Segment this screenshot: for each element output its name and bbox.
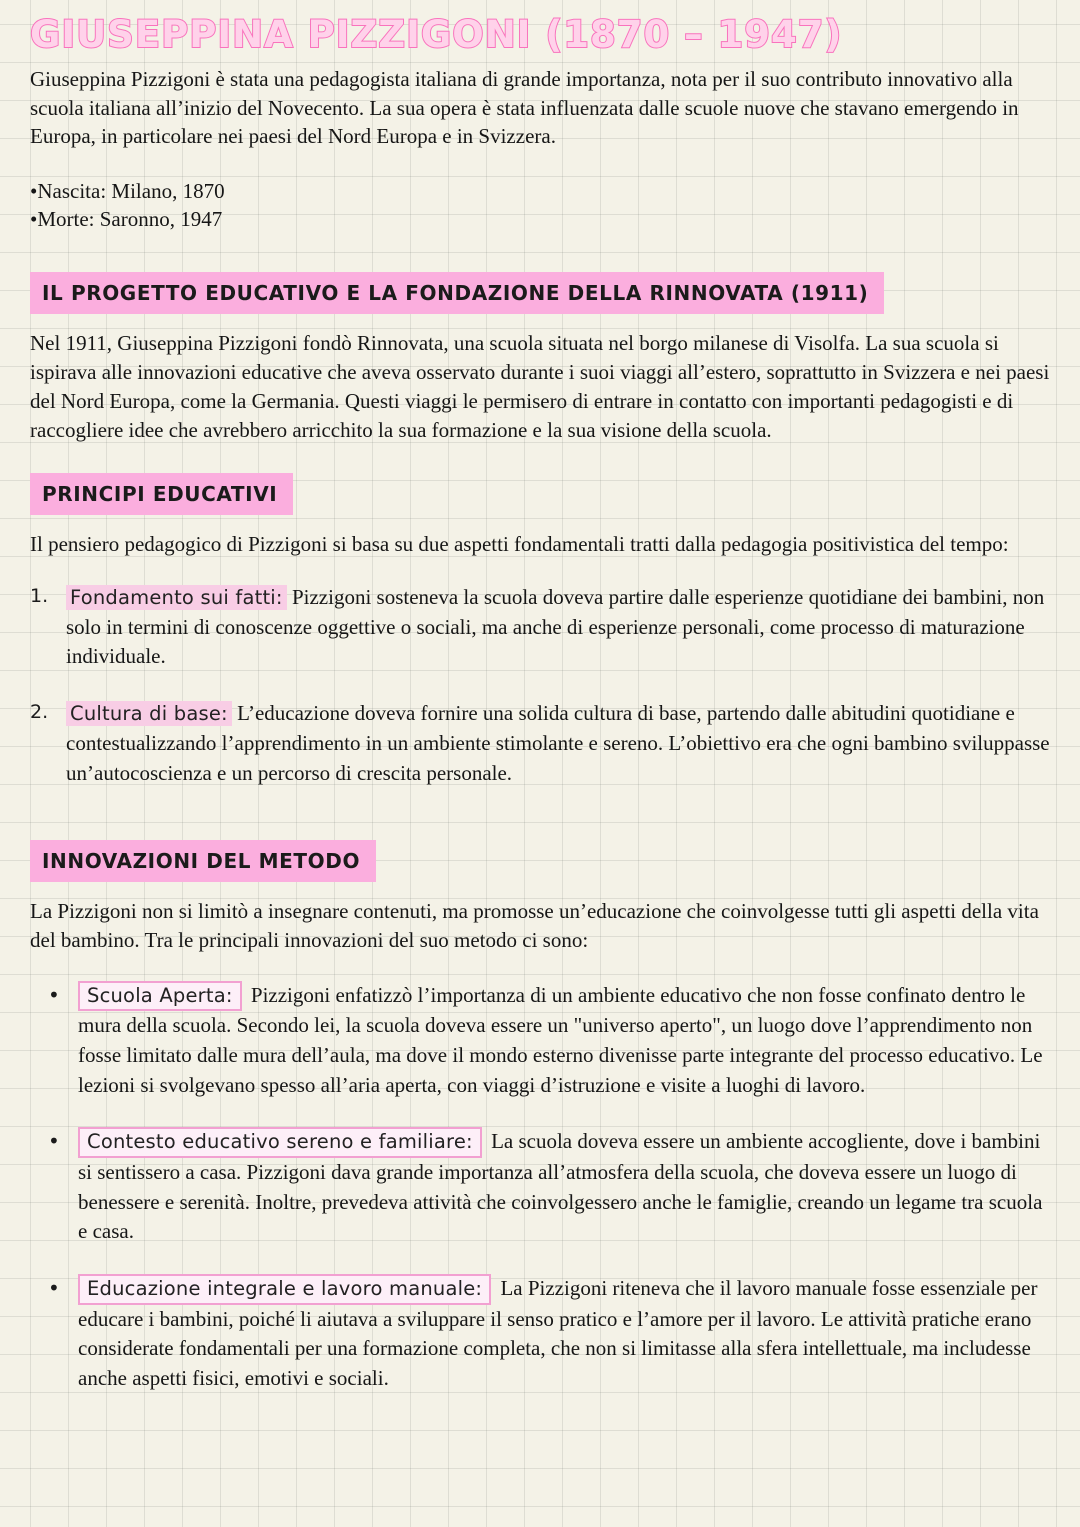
bullet-item-scuola-aperta bbox=[48, 981, 1050, 1101]
bullet-marker: • bbox=[48, 1276, 60, 1301]
numbered-item-cultura bbox=[30, 699, 1050, 788]
item-text: Pizzigoni enfatizzò l’importanza di un ambiente educativo che non fosse confinato dentro le mura della scuola. Secondo lei, la scuola doveva essere un "universo aperto", un luogo dove l’apprendimento non fosse limitato dalle mura dell’aula, ma dove il mondo esterno divenisse parte integrante del processo educativo. Le lezioni si svolgevano spesso all’aria aperta, con viaggi d’istruzione e visite a luoghi di lavoro. bbox=[78, 982, 1043, 1097]
bullet-marker: • bbox=[48, 982, 60, 1007]
item-text: L’educazione doveva fornire una solida cultura di base, partendo dalle abitudini quotidiane e contestualizzando l’apprendimento in un ambiente stimolante e sereno. L’obiettivo era che ogni bambino sviluppasse un’autocoscienza e un percorso di crescita personale. bbox=[66, 701, 1050, 785]
bullet-marker: • bbox=[48, 1129, 60, 1154]
section-heading-principi: PRINCIPI EDUCATIVI bbox=[30, 473, 293, 515]
item-text: Pizzigoni sosteneva la scuola doveva partire dalle esperienze quotidiane dei bambini, non solo in termini di conoscenze oggettive o sociali, ma anche di esperienze personali, come processo di maturazione individuale. bbox=[66, 584, 1045, 669]
item-content bbox=[78, 1127, 1050, 1247]
section-heading-innovazioni: INNOVAZIONI DEL METODO bbox=[30, 840, 376, 882]
item-text: La scuola doveva essere un ambiente accogliente, dove i bambini si sentissero a casa. Pizzigoni dava grande importanza all’atmosfera della scuola, che doveva essere un luogo di benessere e serenità. Inoltre, prevedeva attività che coinvolgessero anche le famiglie, creando un legame tra scuola e casa. bbox=[78, 1129, 1043, 1244]
section-intro-innovazioni: La Pizzigoni non si limitò a insegnare contenuti, ma promosse un’educazione che coinvolgesse tutti gli aspetti della vita del bambino. Tra le principali innovazioni del suo metodo ci sono: bbox=[30, 898, 1039, 952]
numbered-item-fondamento bbox=[30, 583, 1050, 672]
item-text: La Pizzigoni riteneva che il lavoro manuale fosse essenziale per educare i bambini, poiché li aiutava a sviluppare il senso pratico e l’amore per il lavoro. Le attività pratiche erano considerate fondamentali per una formazione completa, che non si limitasse alla sfera intellettuale, ma includesse anche aspetti fisici, emotivi e sociali. bbox=[78, 1276, 1038, 1391]
section-body-rinnovata: Nel 1911, Giuseppina Pizzigoni fondò Rinnovata, una scuola situata nel borgo milanese di Visolfa. La sua scuola si ispirava alle innovazioni educative che aveva osservato durante i suoi viaggi all’estero, soprattutto in Svizzera e nei paesi del Nord Europa, come la Germania. Questi viaggi le permisero di entrare in contatto con importanti pedagogisti e di raccogliere idee che avrebbero arricchito la sua formazione e la sua visione della scuola. bbox=[30, 330, 1050, 442]
bullet-item-contesto-sereno bbox=[48, 1127, 1050, 1247]
death-fact: •Morte: Saronno, 1947 bbox=[30, 207, 223, 232]
item-content bbox=[78, 1274, 1050, 1394]
bullet-item-educazione-integrale bbox=[48, 1274, 1050, 1394]
intro-paragraph: Giuseppina Pizzigoni è stata una pedagogista italiana di grande importanza, nota per il suo contributo innovativo alla scuola italiana all’inizio del Novecento. La sua opera è stata influenzata dalle scuole nuove che stavano emergendo in Europa, in particolare nei paesi del Nord Europa e in Svizzera. bbox=[30, 66, 1019, 149]
item-number: 2. bbox=[30, 701, 49, 724]
birth-fact: •Nascita: Milano, 1870 bbox=[30, 179, 225, 204]
item-label: Contesto educativo sereno e familiare: bbox=[78, 1127, 482, 1157]
section-heading-rinnovata: IL PROGETTO EDUCATIVO E LA FONDAZIONE DELLA RINNOVATA (1911) bbox=[30, 272, 884, 314]
section-intro-principi: Il pensiero pedagogico di Pizzigoni si basa su due aspetti fondamentali tratti dalla pedagogia positivistica del tempo: bbox=[30, 531, 1009, 556]
item-label: Fondamento sui fatti: bbox=[66, 585, 287, 610]
item-content bbox=[66, 699, 1050, 788]
innovazioni-bullet-list bbox=[48, 981, 1050, 1394]
item-content bbox=[66, 583, 1050, 672]
item-number: 1. bbox=[30, 584, 49, 607]
page-title: GIUSEPPINA PIZZIGONI (1870 – 1947) bbox=[30, 13, 843, 56]
facts-list bbox=[30, 178, 1050, 233]
item-label: Cultura di base: bbox=[66, 701, 232, 726]
item-content bbox=[78, 981, 1050, 1101]
principi-numbered-list bbox=[30, 583, 1050, 789]
item-label: Scuola Aperta: bbox=[78, 981, 242, 1011]
item-label: Educazione integrale e lavoro manuale: bbox=[78, 1274, 491, 1304]
